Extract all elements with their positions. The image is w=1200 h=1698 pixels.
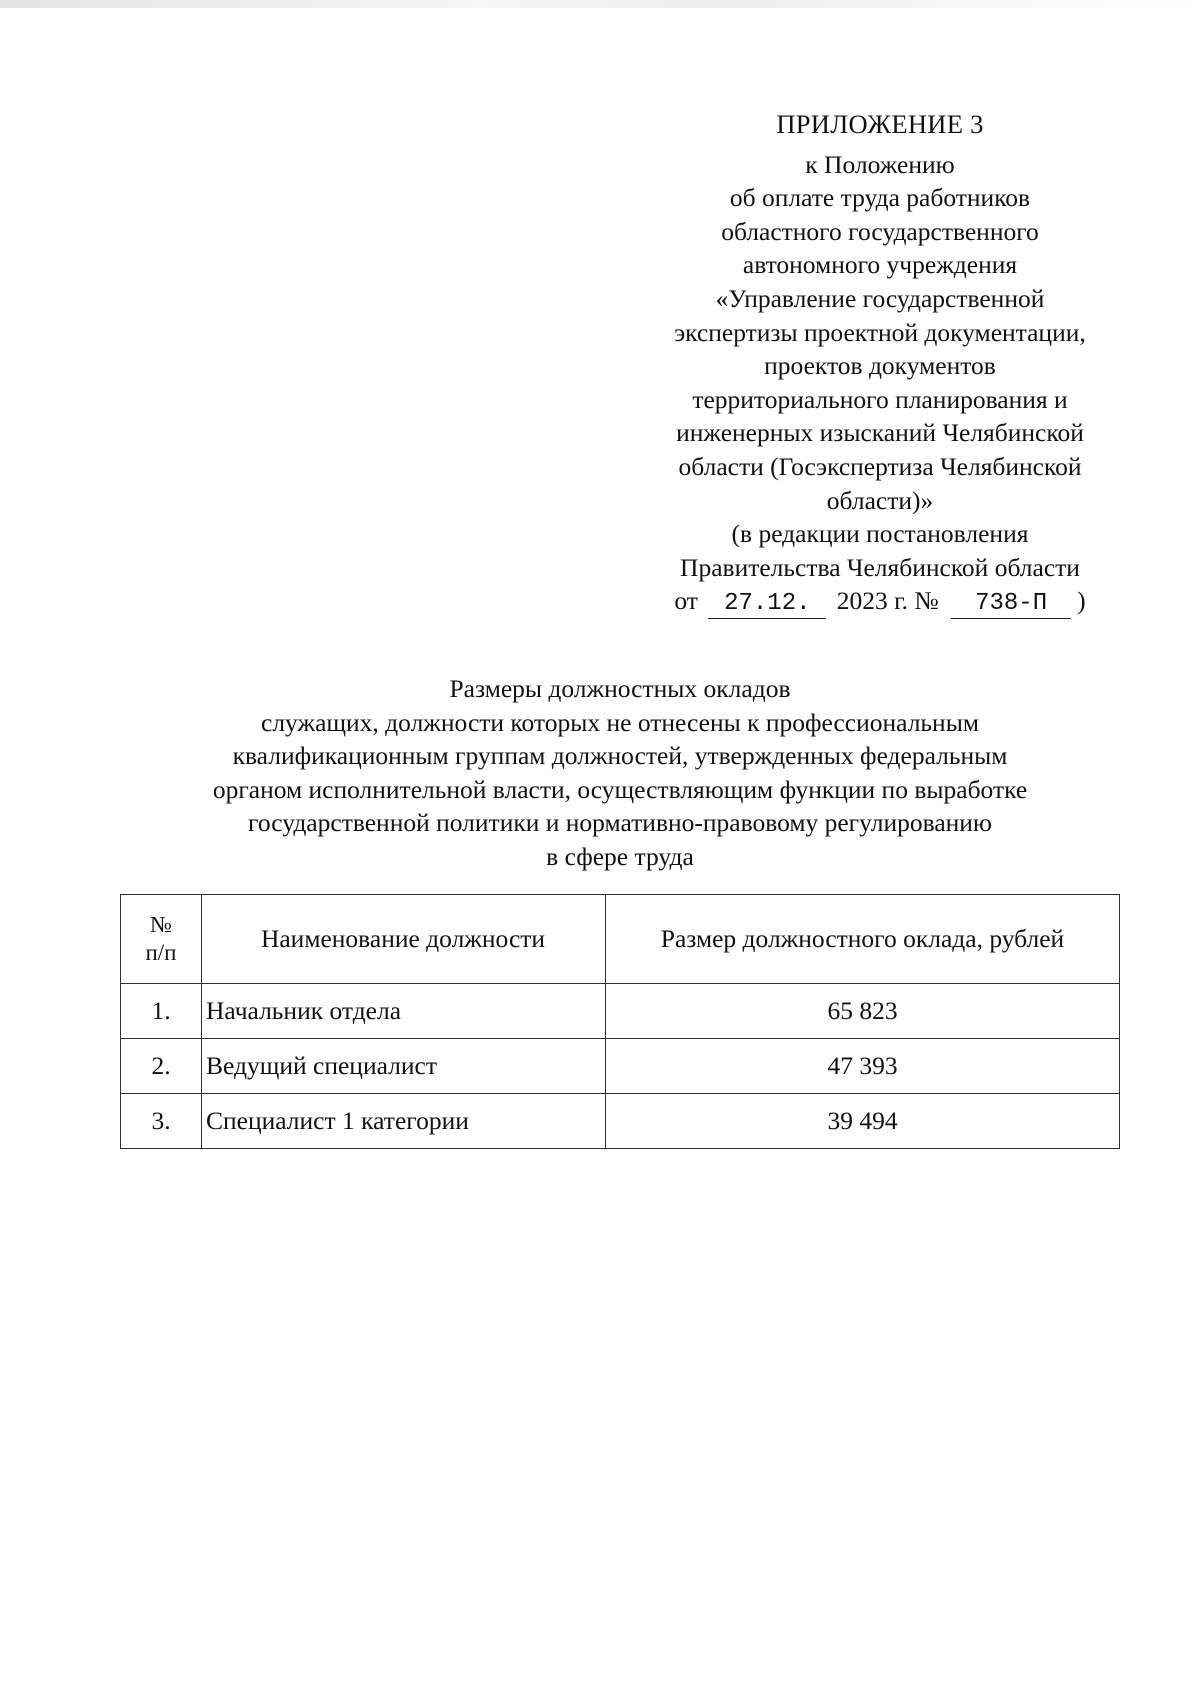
salary-table [120,894,1120,1149]
appendix-line: Правительства Челябинской области [680,552,1080,582]
heading-line: государственной политики и нормативно-правовому регулированию [248,808,992,838]
appendix-line: инженерных изысканий Челябинской [676,418,1084,448]
table-row [121,984,1120,1039]
date-year: 2023 г. № [836,586,939,616]
table-row [121,1039,1120,1094]
appendix-block [620,108,1140,619]
appendix-line: об оплате труда работников [729,183,1031,213]
row-position-name: Ведущий специалист [202,1039,606,1094]
row-salary: 39 494 [606,1094,1120,1149]
heading-line: Размеры должностных окладов [449,674,791,703]
heading-line: в сфере труда [546,841,694,871]
appendix-line: областного государственного [721,216,1039,246]
scan-edge-artifact [0,0,1200,8]
header-number: № п/п [121,895,202,984]
date-field: 27.12. [708,590,826,619]
heading-line: квалификационным группам должностей, утвержденных федеральным [232,741,1008,771]
appendix-dateline [620,584,1140,619]
date-prefix: от [674,586,698,616]
appendix-line: автономного учреждения [742,250,1018,280]
appendix-line: к Положению [805,149,955,179]
appendix-line: области (Госэкспертиза Челябинской [678,451,1082,481]
document-heading [120,672,1120,874]
row-number: 2. [121,1039,202,1094]
row-position-name: Начальник отдела [202,984,606,1039]
appendix-line: территориального планирования и [692,384,1068,414]
appendix-line: «Управление государственной [715,283,1045,313]
header-salary: Размер должностного оклада, рублей [606,895,1120,984]
header-position-name: Наименование должности [202,895,606,984]
row-number: 3. [121,1094,202,1149]
appendix-line: (в редакции постановления [731,519,1029,549]
appendix-line: экспертизы проектной документации, [674,317,1086,347]
row-position-name: Специалист 1 категории [202,1094,606,1149]
heading-line: органом исполнительной власти, осуществляющим функции по выработке [212,774,1028,804]
row-number: 1. [121,984,202,1039]
document-number-field: 738-П [951,590,1071,619]
heading-line: служащих, должности которых не отнесены к профессиональным [261,707,979,737]
row-salary: 47 393 [606,1039,1120,1094]
appendix-line: проектов документов [764,351,996,381]
date-suffix: ) [1077,586,1086,616]
appendix-title: ПРИЛОЖЕНИЕ 3 [776,109,984,139]
table-row [121,1094,1120,1149]
appendix-line: области)» [826,485,934,515]
row-salary: 65 823 [606,984,1120,1039]
table-header-row [121,895,1120,984]
